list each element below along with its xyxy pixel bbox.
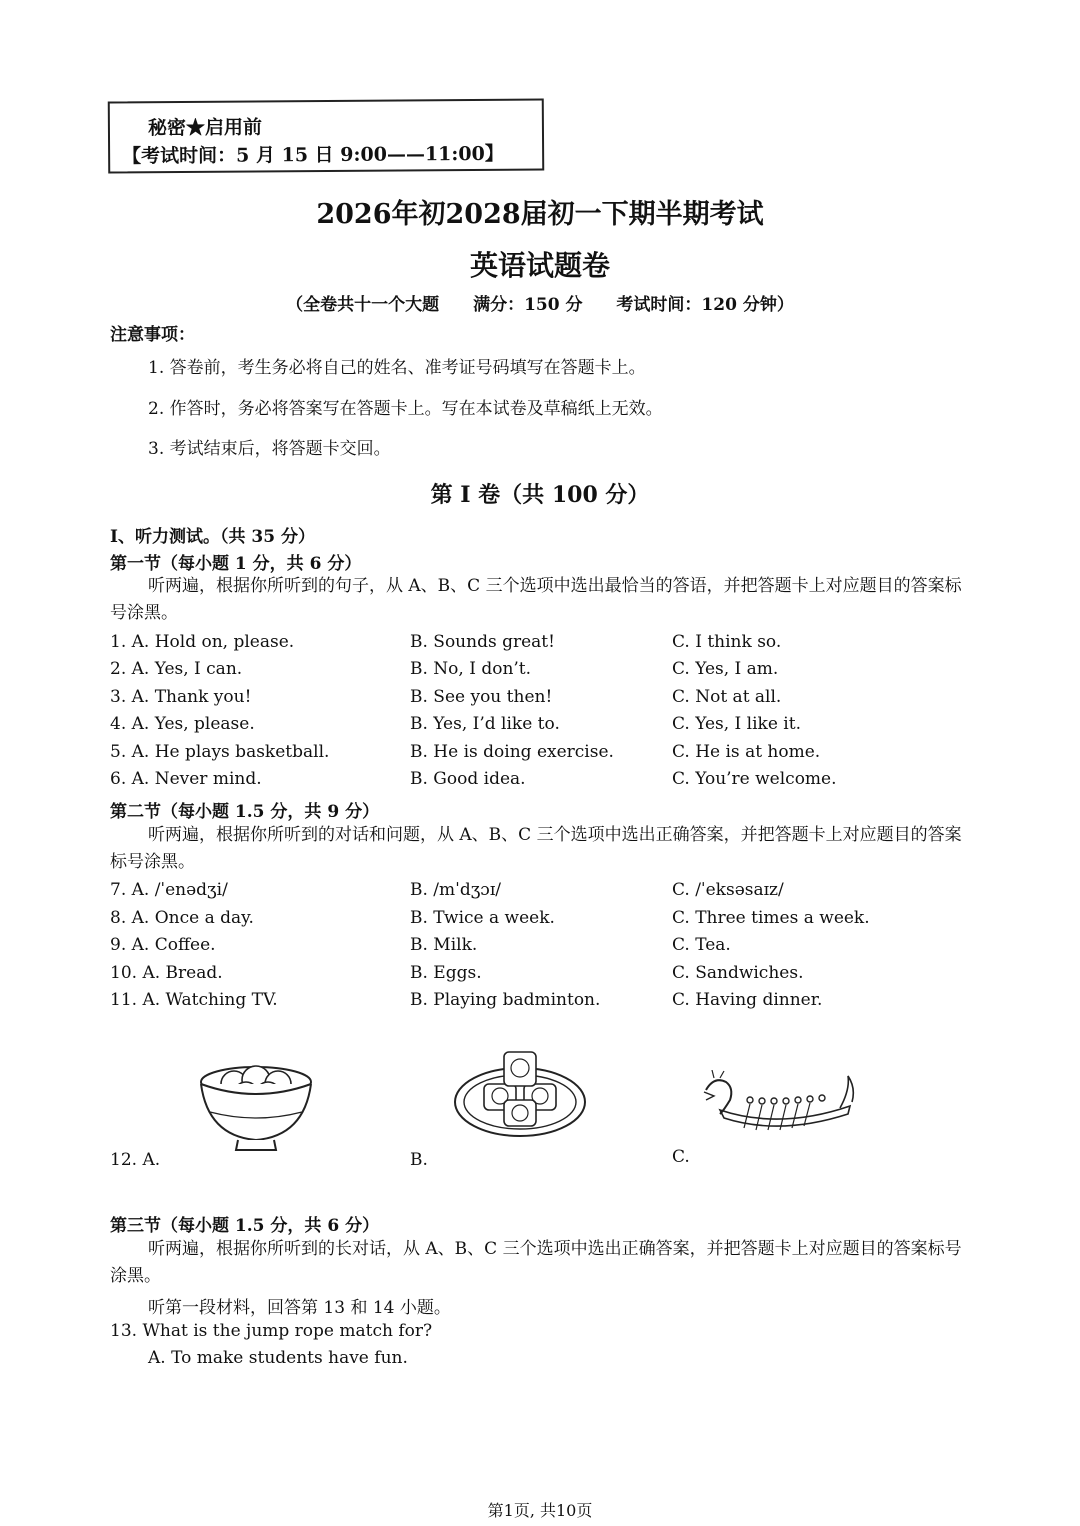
stamp-line-1: 秘密★启用前: [147, 116, 263, 140]
exam-title: 2026年初2028届初一下期半期考试: [316, 199, 764, 230]
option-a: 7. A. /ˈenədʒi/: [110, 880, 228, 900]
sec1-heading: 第一节（每小题 1 分，共 6 分）: [110, 554, 362, 574]
page-number: 第1页, 共10页: [487, 1501, 593, 1520]
option-c: C. Yes, I am.: [672, 659, 779, 679]
sec3-heading: 第三节（每小题 1.5 分，共 6 分）: [110, 1216, 380, 1236]
option-c: C. Tea.: [672, 935, 731, 955]
q12-option-b: B.: [410, 1150, 428, 1170]
q13-option-a: A. To make students have fun.: [148, 1348, 408, 1368]
notice-item: 1. 答卷前，考生务必将自己的姓名、准考证号码填写在答题卡上。: [148, 358, 646, 378]
option-b: B. Playing badminton.: [410, 990, 601, 1010]
option-a: 1. A. Hold on, please.: [110, 632, 295, 652]
option-c: C. You’re welcome.: [672, 769, 837, 789]
exam-info-total: （全卷共十一个大题: [286, 295, 440, 315]
option-c: C. /ˈeksəsaɪz/: [672, 880, 784, 900]
sec3-instruction: 听两遍，根据你所听到的长对话，从 A、B、C 三个选项中选出正确答案，并把答题卡上对应题目的答案标号涂黑。: [110, 1239, 962, 1286]
option-b: B. Eggs.: [410, 963, 482, 983]
option-c: C. He is at home.: [672, 742, 821, 762]
section-listening-heading: Ⅰ、听力测试。（共 35 分）: [110, 527, 315, 547]
option-b: B. Sounds great!: [410, 632, 555, 652]
sec2-instruction: 听两遍，根据你所听到的对话和问题，从 A、B、C 三个选项中选出正确答案，并把答题卡上对应题目的答案标号涂黑。: [110, 825, 962, 872]
sec1-instruction: 听两遍，根据你所听到的句子，从 A、B、C 三个选项中选出最恰当的答语，并把答题卡上对应题目的答案标号涂黑。: [110, 576, 962, 623]
option-a: 10. A. Bread.: [110, 963, 223, 983]
option-b: B. He is doing exercise.: [410, 742, 614, 762]
option-a: 8. A. Once a day.: [110, 908, 254, 928]
q12-option-c: C.: [672, 1147, 690, 1167]
confidential-stamp: [108, 98, 544, 173]
option-a: 3. A. Thank you!: [110, 687, 252, 707]
exam-info: [0, 290, 1080, 315]
option-c: C. I think so.: [672, 632, 782, 652]
stamp-line-2: 【考试时间：5 月 15 日 9:00——11:00】: [122, 142, 504, 168]
option-b: B. Good idea.: [410, 769, 526, 789]
option-b: B. Twice a week.: [410, 908, 555, 928]
option-a: 4. A. Yes, please.: [110, 714, 255, 734]
exam-subtitle: 英语试题卷: [469, 249, 610, 282]
option-a: 9. A. Coffee.: [110, 935, 216, 955]
notice-item: 3. 考试结束后，将答题卡交回。: [148, 439, 391, 459]
option-b: B. Yes, I’d like to.: [410, 714, 560, 734]
tangyuan-bowl-image: [196, 1060, 316, 1156]
option-b: B. /mˈdʒɔɪ/: [410, 880, 501, 900]
option-c: C. Sandwiches.: [672, 963, 804, 983]
dragon-boat-image: [700, 1070, 856, 1136]
option-a: 11. A. Watching TV.: [110, 990, 278, 1010]
option-c: C. Three times a week.: [672, 908, 870, 928]
sec3-material: 听第一段材料，回答第 13 和 14 小题。: [148, 1298, 451, 1318]
mooncake-plate-image: [452, 1044, 588, 1140]
notice-item: 2. 作答时，务必将答案写在答题卡上。写在本试卷及草稿纸上无效。: [148, 399, 663, 419]
option-b: B. See you then!: [410, 687, 553, 707]
sec2-heading: 第二节（每小题 1.5 分，共 9 分）: [110, 802, 380, 822]
option-b: B. No, I don’t.: [410, 659, 532, 679]
option-b: B. Milk.: [410, 935, 478, 955]
option-c: C. Yes, I like it.: [672, 714, 801, 734]
q13-question: 13. What is the jump rope match for?: [110, 1321, 433, 1341]
option-a: 2. A. Yes, I can.: [110, 659, 243, 679]
part-1-title: 第 I 卷（共 100 分）: [430, 482, 650, 508]
q12-option-a: 12. A.: [110, 1150, 161, 1170]
option-c: C. Having dinner.: [672, 990, 823, 1010]
exam-info-score: 满分：150 分: [473, 295, 583, 315]
notice-heading: 注意事项：: [110, 325, 195, 345]
exam-info-time: 考试时间：120 分钟）: [616, 295, 794, 315]
option-a: 5. A. He plays basketball.: [110, 742, 330, 762]
option-c: C. Not at all.: [672, 687, 782, 707]
option-a: 6. A. Never mind.: [110, 769, 262, 789]
